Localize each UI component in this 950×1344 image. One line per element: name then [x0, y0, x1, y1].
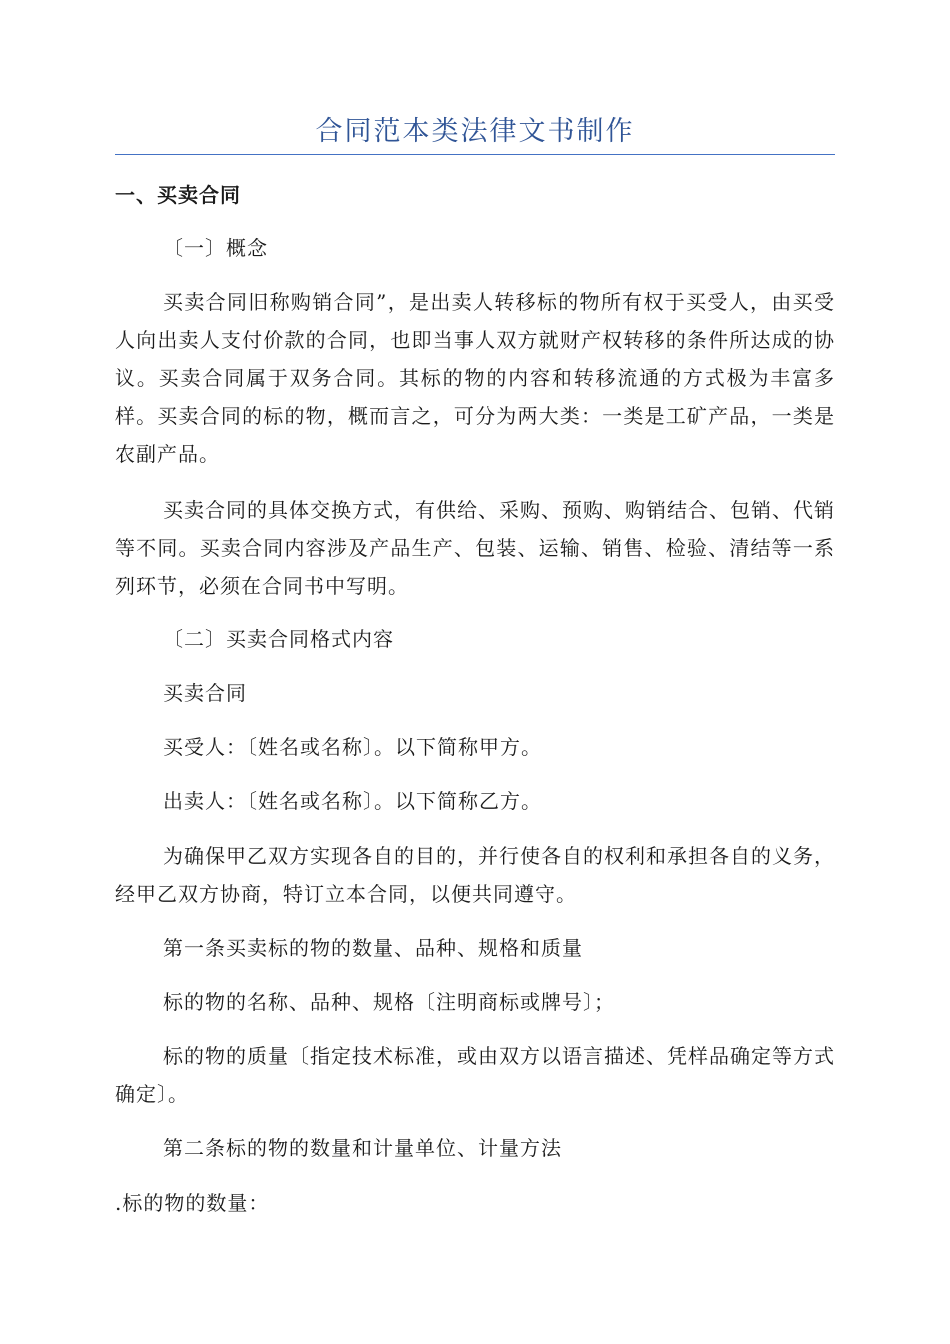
- buyer-line: 买受人：〔姓名或名称〕。以下简称甲方。: [163, 735, 542, 759]
- article-2-item-quantity: .标的物的数量：: [115, 1191, 270, 1215]
- article-1-heading: 第一条买卖标的物的数量、品种、规格和质量: [163, 936, 583, 960]
- title-underline: [115, 154, 835, 155]
- subsection-heading-format: 〔二〕买卖合同格式内容: [163, 627, 394, 651]
- subsection-heading-concept: 〔一〕概念: [163, 236, 268, 260]
- section-heading-sale-contract: 一、买卖合同: [115, 183, 241, 207]
- document-title: 合同范本类法律文书制作: [315, 116, 635, 147]
- article-2-heading: 第二条标的物的数量和计量单位、计量方法: [163, 1136, 562, 1160]
- seller-line: 出卖人：〔姓名或名称〕。以下简称乙方。: [163, 789, 542, 813]
- article-1-item-quality: 标的物的质量〔指定技术标准，或由双方以语言描述、凭样品确定等方式确定〕。: [115, 1044, 835, 1106]
- paragraph-purpose: 为确保甲乙双方实现各自的目的，并行使各自的权利和承担各自的义务，经甲乙双方协商，特订立本合同，以便共同遵守。: [115, 844, 835, 906]
- contract-title-line: 买卖合同: [163, 681, 247, 705]
- paragraph-exchange-methods: 买卖合同的具体交换方式，有供给、采购、预购、购销结合、包销、代销等不同。买卖合同内容涉及产品生产、包装、运输、销售、检验、清结等一系列环节，必须在合同书中写明。: [115, 498, 835, 598]
- article-1-item-name: 标的物的名称、品种、规格〔注明商标或牌号〕；: [163, 990, 615, 1014]
- paragraph-concept-definition: 买卖合同旧称购销合同”，是出卖人转移标的物所有权于买受人，由买受人向出卖人支付价款的合同，也即当事人双方就财产权转移的条件所达成的协议。买卖合同属于双务合同。其标的物的内容和转移流通的方式极为丰富多样。买卖合同的标的物，概而言之，可分为两大类：一类是工矿产品，一类是农副产品。: [115, 290, 835, 466]
